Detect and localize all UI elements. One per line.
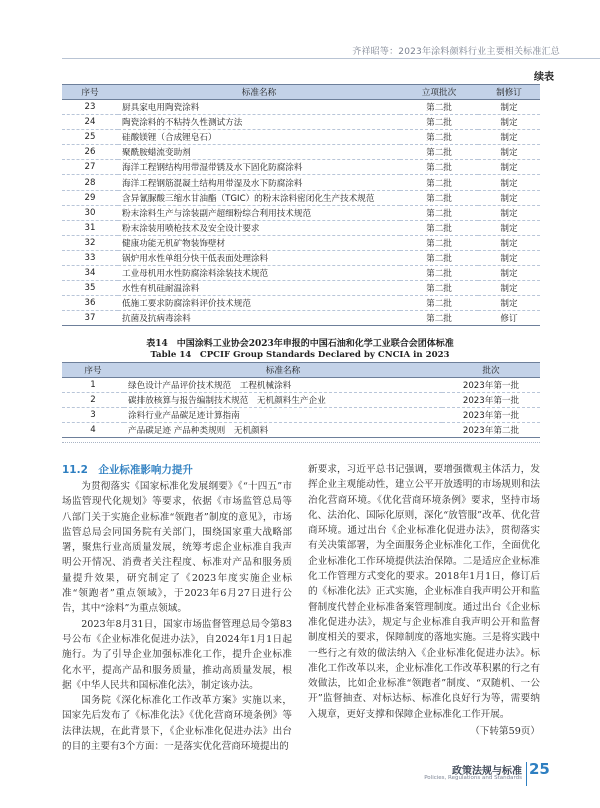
cell-standard-name: 粉末涂装用喷枪技术及安全设计要求 bbox=[118, 220, 400, 235]
cell-no: 28 bbox=[62, 175, 118, 190]
cell-no: 33 bbox=[62, 250, 118, 265]
cell-standard-name: 粉末涂料生产与涂装副产超细粉综合利用技术规范 bbox=[118, 205, 400, 220]
cell-batch: 第二批 bbox=[400, 220, 478, 235]
paragraph: 为贯彻落实《国家标准化发展纲要》《“十四五”市场监管现代化规划》等要求，依据《市场监管总局等八部门关于实施企业标准“领跑者”制度的意见》，市场监管总局会同国务院有关部门，围绕国家重大战略部署，聚焦行业高质量发展，统筹考虑企业标准自我声明公开情况、消费者关注程度、标准对产品和服务质量提升效果，研究制定了《2023年度实施企业标准“领跑者”重点领域》，于2023年6月27日进行公告，其中“涂料”为重点领域。 bbox=[62, 481, 292, 615]
cell-no: 2 bbox=[62, 393, 124, 408]
table-row bbox=[62, 378, 540, 393]
cell-no: 24 bbox=[62, 115, 118, 130]
cell-standard-name: 抗菌及抗病毒涂料 bbox=[118, 311, 400, 326]
cell-batch: 第二批 bbox=[400, 281, 478, 296]
table-row bbox=[62, 408, 540, 423]
cell-no: 32 bbox=[62, 235, 118, 250]
header-batch: 立项批次 bbox=[400, 85, 478, 100]
table-row bbox=[62, 393, 540, 408]
table-row bbox=[62, 160, 540, 175]
table-row bbox=[62, 250, 540, 265]
cell-no: 29 bbox=[62, 190, 118, 205]
cell-batch: 第二批 bbox=[400, 190, 478, 205]
paragraph: 国务院《深化标准化工作改革方案》实施以来，国家先后发布了《标准化法》《优化营商环境条例》等法律法规，在此背景下，《企业标准化促进办法》出台的目的主要有3个方面：一是落实优化营商环境提出的 bbox=[62, 695, 292, 753]
cell-revision-type: 制定 bbox=[478, 281, 540, 296]
cell-standard-name: 硅酸镁锂（合成锂皂石） bbox=[118, 130, 400, 145]
paragraph: 新要求，习近平总书记强调，要增强微观主体活力，发挥企业主观能动性，建立公平开放透明的市场规则和法治化营商环境。《优化营商环境条例》要求，坚持市场化、法治化、国际化原则，深化“放管服”改革、优化营商环境。通过出台《企业标准化促进办法》，贯彻落实有关决策部署，为全面服务企业标准化工作，全面优化企业标准化工作环境提供法治保障。二是适应企业标准化工作管理方式变化的要求。2018年1月1日，修订后的《标准化法》正式实施，企业标准自我声明公开和监督制度代替企业标准备案管理制度。通过出台《企业标准化促进办法》，规定与企业标准自我声明公开和监督制度相关的要求，保障制度的落地实施。三是将实践中一些行之有效的做法纳入《企业标准化促进办法》。标准化工作改革以来，企业标准化工作改革积累的行之有效做法，比如企业标准“领跑者”制度、“双随机、一公开”监督抽查、对标达标、标准化良好行为等，需要纳入规章，更好支撑和保障企业标准化工作开展。 bbox=[308, 464, 540, 720]
cell-batch: 第二批 bbox=[400, 145, 478, 160]
cell-batch: 第二批 bbox=[400, 100, 478, 115]
cell-batch: 第二批 bbox=[400, 160, 478, 175]
cell-standard-name: 碳排放核算与报告编制技术规范 无机颜料生产企业 bbox=[124, 393, 442, 408]
cell-no: 31 bbox=[62, 220, 118, 235]
continue-note: （下转第59页） bbox=[470, 726, 540, 738]
cell-no: 23 bbox=[62, 100, 118, 115]
header-no: 序号 bbox=[62, 363, 124, 378]
cell-revision-type: 制定 bbox=[478, 205, 540, 220]
table-continued-label: 续表 bbox=[534, 72, 554, 83]
standards-table-continued bbox=[62, 84, 540, 326]
page-number: 25 bbox=[529, 760, 550, 778]
table-row bbox=[62, 296, 540, 311]
cell-no: 34 bbox=[62, 266, 118, 281]
table-row bbox=[62, 190, 540, 205]
cell-revision-type: 制定 bbox=[478, 190, 540, 205]
table-header-row bbox=[62, 85, 540, 100]
header-name: 标准名称 bbox=[124, 363, 442, 378]
table-header-row bbox=[62, 363, 540, 378]
cell-revision-type: 制定 bbox=[478, 266, 540, 281]
cell-no: 30 bbox=[62, 205, 118, 220]
header-type: 制修订 bbox=[478, 85, 540, 100]
table-row bbox=[62, 266, 540, 281]
cell-revision-type: 制定 bbox=[478, 160, 540, 175]
cell-revision-type: 制定 bbox=[478, 175, 540, 190]
header-name: 标准名称 bbox=[118, 85, 400, 100]
cell-batch: 第二批 bbox=[400, 266, 478, 281]
cell-batch: 2023年第一批 bbox=[442, 378, 540, 393]
table-row bbox=[62, 235, 540, 250]
cell-standard-name: 海洋工程钢筋混凝土结构用带湿及水下防腐涂料 bbox=[118, 175, 400, 190]
cell-standard-name: 产品碳足迹 产品种类规则 无机颜料 bbox=[124, 423, 442, 438]
cell-no: 36 bbox=[62, 296, 118, 311]
cell-standard-name: 海洋工程钢结构用带湿带锈及水下固化防腐涂料 bbox=[118, 160, 400, 175]
cell-standard-name: 涂料行业产品碳足迹计算指南 bbox=[124, 408, 442, 423]
table-row bbox=[62, 115, 540, 130]
table14-caption-en: Table 14 CPCIF Group Standards Declared by CNCIA in 2023 bbox=[150, 350, 450, 360]
table-row bbox=[62, 205, 540, 220]
header-batch: 批次 bbox=[442, 363, 540, 378]
cell-batch: 第二批 bbox=[400, 296, 478, 311]
running-head: 齐祥昭等：2023年涂料颜料行业主要相关标准汇总 bbox=[352, 47, 560, 57]
cell-no: 27 bbox=[62, 160, 118, 175]
cell-batch: 第二批 bbox=[400, 311, 478, 326]
cell-batch: 第二批 bbox=[400, 205, 478, 220]
cell-revision-type: 制定 bbox=[478, 100, 540, 115]
cell-standard-name: 锅炉用水性单组分快干低表面处理涂料 bbox=[118, 250, 400, 265]
cell-revision-type: 制定 bbox=[478, 296, 540, 311]
cell-revision-type: 制定 bbox=[478, 115, 540, 130]
cell-standard-name: 陶瓷涂料的不粘持久性测试方法 bbox=[118, 115, 400, 130]
cell-revision-type: 制定 bbox=[478, 130, 540, 145]
cell-standard-name: 健康功能无机矿物装饰壁材 bbox=[118, 235, 400, 250]
body-column-right bbox=[308, 462, 540, 739]
section-divider bbox=[62, 442, 540, 443]
cell-standard-name: 厨具家电用陶瓷涂料 bbox=[118, 100, 400, 115]
header-rule bbox=[62, 58, 600, 59]
body-column-left bbox=[62, 479, 292, 754]
cell-standard-name: 绿色设计产品评价技术规范 工程机械涂料 bbox=[124, 378, 442, 393]
cell-no: 4 bbox=[62, 423, 124, 438]
table-row bbox=[62, 220, 540, 235]
cell-revision-type: 制定 bbox=[478, 145, 540, 160]
cell-revision-type: 制定 bbox=[478, 250, 540, 265]
table-row bbox=[62, 145, 540, 160]
table-row bbox=[62, 100, 540, 115]
header-no: 序号 bbox=[62, 85, 118, 100]
cell-no: 26 bbox=[62, 145, 118, 160]
cell-batch: 第二批 bbox=[400, 250, 478, 265]
cell-batch: 2023年第二批 bbox=[442, 423, 540, 438]
cell-standard-name: 含异氰脲酸三缩水甘油酯（TGIC）的粉末涂料密闭化生产技术规范 bbox=[118, 190, 400, 205]
section-title: 11.2 企业标准影响力提升 bbox=[62, 464, 193, 476]
cell-no: 1 bbox=[62, 378, 124, 393]
cell-no: 37 bbox=[62, 311, 118, 326]
footer-divider bbox=[526, 762, 527, 786]
cell-revision-type: 制定 bbox=[478, 220, 540, 235]
cell-standard-name: 工业母机用水性防腐涂料涂装技术规范 bbox=[118, 266, 400, 281]
table-row bbox=[62, 130, 540, 145]
cell-no: 3 bbox=[62, 408, 124, 423]
cell-standard-name: 水性有机硅耐温涂料 bbox=[118, 281, 400, 296]
table-row bbox=[62, 281, 540, 296]
paragraph: 2023年8月31日，国家市场监督管理总局令第83号公布《企业标准化促进办法》，自2024年1月1日起施行。为了引导企业加强标准化工作，提升企业标准化水平，提高产品和服务质量，推动高质量发展，根据《中华人民共和国标准化法》，制定该办法。 bbox=[62, 618, 292, 691]
cell-no: 25 bbox=[62, 130, 118, 145]
table-row bbox=[62, 423, 540, 438]
cell-revision-type: 制定 bbox=[478, 235, 540, 250]
cell-batch: 2023年第一批 bbox=[442, 408, 540, 423]
cell-batch: 第二批 bbox=[400, 235, 478, 250]
cell-revision-type: 修订 bbox=[478, 311, 540, 326]
footer-section-title: 政策法规与标准 bbox=[452, 766, 522, 777]
table14 bbox=[62, 362, 540, 438]
cell-standard-name: 聚酰胺蜡流变助剂 bbox=[118, 145, 400, 160]
footer-section-title-en: Policies, Regulations and Standards bbox=[424, 775, 522, 781]
cell-batch: 2023年第一批 bbox=[442, 393, 540, 408]
cell-standard-name: 低施工要求防腐涂料评价技术规范 bbox=[118, 296, 400, 311]
cell-batch: 第二批 bbox=[400, 115, 478, 130]
table-row bbox=[62, 175, 540, 190]
cell-batch: 第二批 bbox=[400, 130, 478, 145]
cell-no: 35 bbox=[62, 281, 118, 296]
cell-batch: 第二批 bbox=[400, 175, 478, 190]
table14-caption-cn: 表14 中国涂料工业协会2023年申报的中国石油和化学工业联合会团体标准 bbox=[146, 339, 454, 349]
table-row bbox=[62, 311, 540, 326]
